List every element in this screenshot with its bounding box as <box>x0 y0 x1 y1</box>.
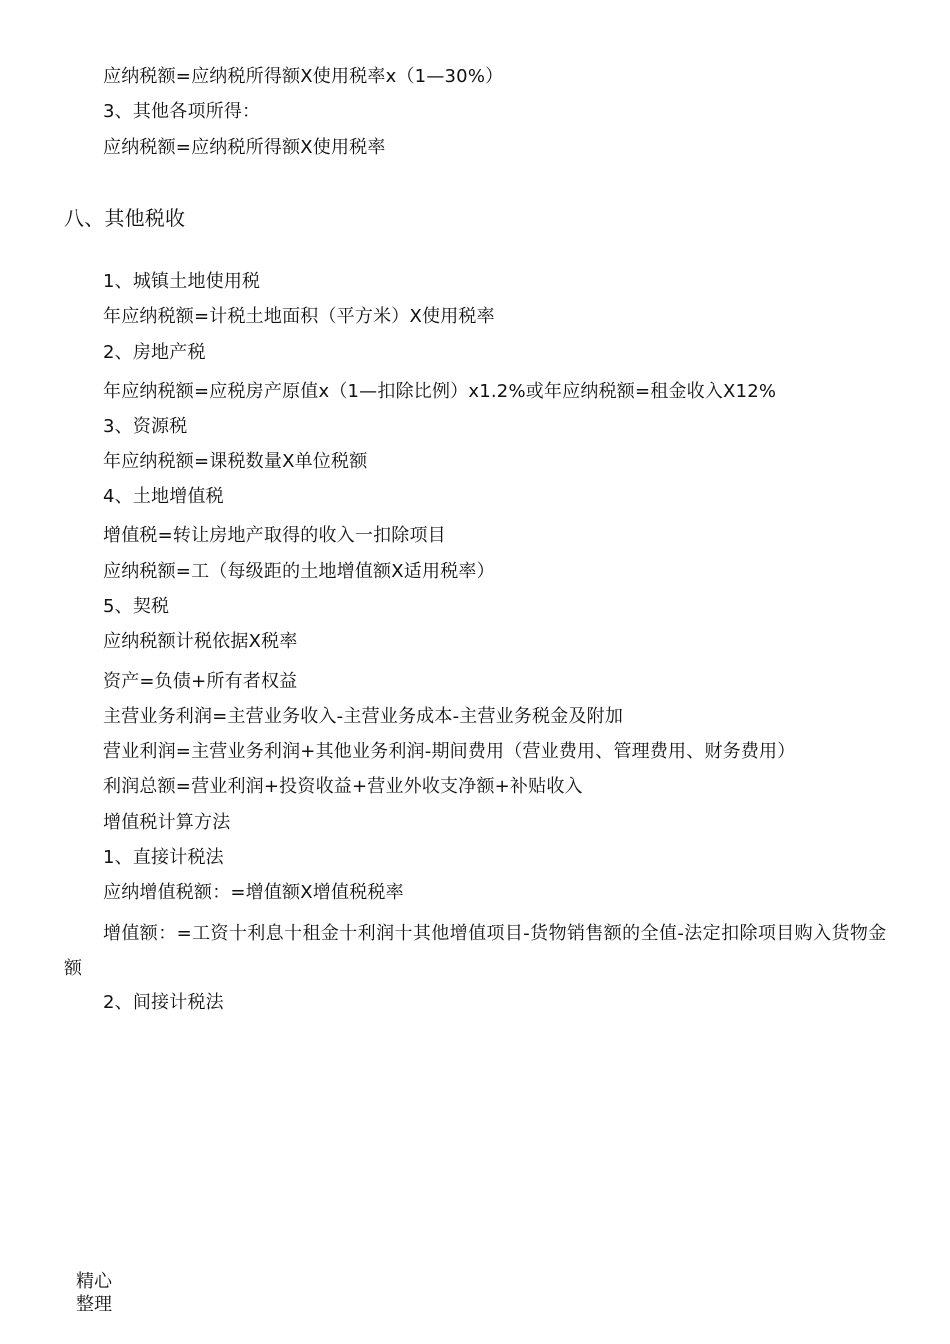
section-title: 八、其他税收 <box>64 206 186 230</box>
subheading-direct-method: 1、直接计税法 <box>103 847 224 868</box>
formula-line: 应纳税额计税依据X税率 <box>103 631 298 652</box>
formula-line: 应纳增值税额：=增值额X增值税税率 <box>103 882 404 903</box>
subheading-resource-tax: 3、资源税 <box>103 416 188 437</box>
formula-line: 年应纳税额=应税房产原值x（1—扣除比例）x1.2%或年应纳税额=租金收入X12% <box>103 381 777 402</box>
footer-note <box>76 1270 112 1316</box>
formula-line: 主营业务利润=主营业务收入-主营业务成本-主营业务税金及附加 <box>103 706 624 727</box>
subheading-property-tax: 2、房地产税 <box>103 342 206 363</box>
formula-line: 利润总额=营业利润+投资收益+营业外收支净额+补贴收入 <box>103 776 583 797</box>
formula-paragraph: 增值额：=工资十利息十租金十利润十其他增值项目-货物销售额的全值-法定扣除项目购入货物金额 <box>64 923 887 979</box>
footer-line: 精心 <box>76 1271 112 1292</box>
subheading-urban-land-tax: 1、城镇土地使用税 <box>103 271 261 292</box>
subheading-vat-method: 增值税计算方法 <box>103 812 231 833</box>
subheading-deed-tax: 5、契税 <box>103 596 170 617</box>
formula-line: 营业利润=主营业务利润+其他业务利润-期间费用（营业费用、管理费用、财务费用） <box>103 741 796 762</box>
formula-line: 资产=负债+所有者权益 <box>103 671 298 692</box>
subheading-other-income: 3、其他各项所得： <box>103 101 261 122</box>
formula-line: 年应纳税额=计税土地面积（平方米）X使用税率 <box>103 306 495 327</box>
formula-line: 年应纳税额=课税数量X单位税额 <box>103 451 368 472</box>
formula-line: 增值税=转让房地产取得的收入一扣除项目 <box>103 525 446 546</box>
footer-line: 整理 <box>76 1294 112 1315</box>
subheading-land-vat: 4、土地增值税 <box>103 486 224 507</box>
formula-line: 应纳税额=应纳税所得额X使用税率 <box>103 137 386 158</box>
formula-line: 应纳税额=应纳税所得额X使用税率x（1—30%） <box>103 66 504 87</box>
formula-line: 应纳税额=工（每级距的土地增值额X适用税率） <box>103 561 495 582</box>
subheading-indirect-method: 2、间接计税法 <box>103 992 224 1013</box>
